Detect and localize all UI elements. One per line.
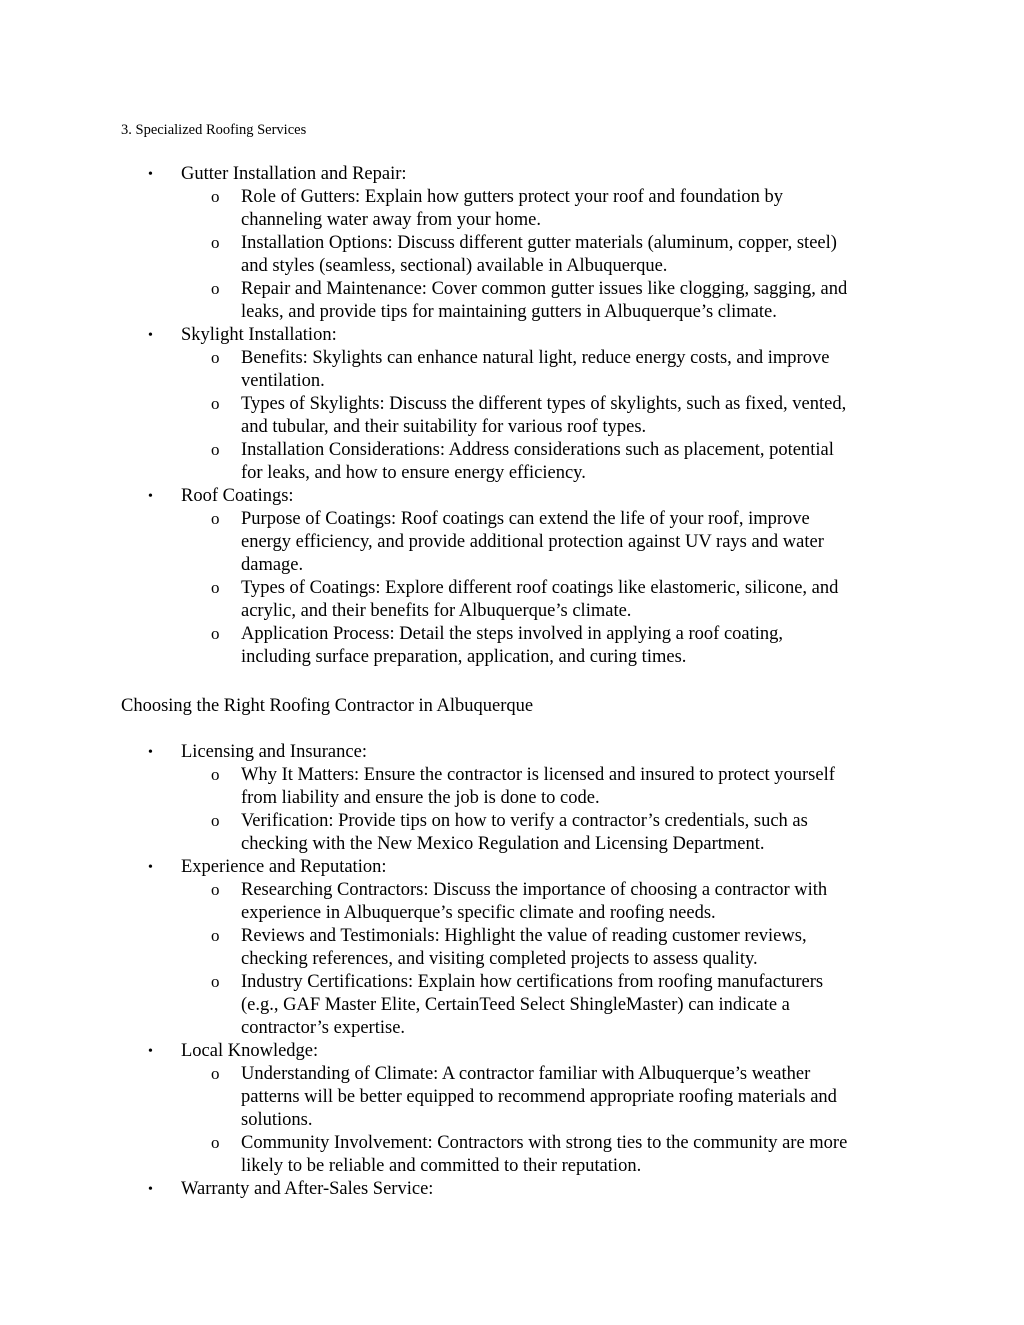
circle-bullet-icon: o bbox=[211, 394, 220, 413]
sub-list-item bbox=[0, 278, 909, 324]
sub-list-item-line: Industry Certifications: Explain how certifications from roofing manufacturers bbox=[241, 972, 824, 992]
sub-list-item-line: experience in Albuquerque’s specific climate and roofing needs. bbox=[241, 903, 716, 923]
list-item bbox=[0, 324, 1024, 485]
list-item-title-text: Gutter Installation and Repair: bbox=[181, 164, 407, 184]
sub-list-item bbox=[0, 925, 909, 971]
sub-list-item bbox=[0, 764, 909, 810]
list-item bbox=[0, 856, 1024, 1040]
section-title: 3. Specialized Roofing Services bbox=[121, 122, 307, 138]
sub-list-item bbox=[0, 232, 909, 278]
sub-list-item-line: ventilation. bbox=[241, 371, 325, 391]
sub-list-item bbox=[0, 439, 909, 485]
sub-list-item-line: Repair and Maintenance: Cover common gutter issues like clogging, sagging, and bbox=[241, 279, 848, 299]
list-item-title bbox=[0, 856, 1024, 879]
list-item bbox=[0, 741, 1024, 856]
sub-list-item bbox=[0, 623, 909, 669]
sub-list-item-line: likely to be reliable and committed to their reputation. bbox=[241, 1156, 642, 1176]
sub-list-item-line: Types of Coatings: Explore different roof coatings like elastomeric, silicone, and bbox=[241, 578, 839, 598]
list-item-title bbox=[0, 163, 1024, 186]
bullet-icon: • bbox=[148, 860, 153, 875]
list-item bbox=[0, 1178, 1024, 1201]
bullet-icon: • bbox=[148, 1044, 153, 1059]
sub-list-item-line: Verification: Provide tips on how to verify a contractor’s credentials, such as bbox=[241, 811, 808, 831]
bullet-icon: • bbox=[148, 489, 153, 504]
list-item-title bbox=[0, 324, 1024, 347]
circle-bullet-icon: o bbox=[211, 765, 220, 784]
bullet-icon: • bbox=[148, 745, 153, 760]
sub-list-item bbox=[0, 186, 909, 232]
list-item bbox=[0, 163, 1024, 324]
sub-list-item-line: from liability and ensure the job is done to code. bbox=[241, 788, 600, 808]
sub-list-item-line: (e.g., GAF Master Elite, CertainTeed Select ShingleMaster) can indicate a bbox=[241, 995, 790, 1015]
sub-list-item-line: contractor’s expertise. bbox=[241, 1018, 406, 1038]
sub-list-item-line: including surface preparation, application, and curing times. bbox=[241, 647, 687, 667]
sub-list-item-line: patterns will be better equipped to recommend appropriate roofing materials and bbox=[241, 1087, 837, 1107]
sub-list-item-line: for leaks, and how to ensure energy efficiency. bbox=[241, 463, 586, 483]
circle-bullet-icon: o bbox=[211, 624, 220, 643]
sub-list-item-line: checking references, and visiting completed projects to assess quality. bbox=[241, 949, 758, 969]
sub-list-item-line: Understanding of Climate: A contractor familiar with Albuquerque’s weather bbox=[241, 1064, 811, 1084]
sub-list-item-line: Why It Matters: Ensure the contractor is licensed and insured to protect yourself bbox=[241, 765, 835, 785]
sub-list-item-line: Application Process: Detail the steps involved in applying a roof coating, bbox=[241, 624, 784, 644]
circle-bullet-icon: o bbox=[211, 811, 220, 830]
sub-list-item-line: leaks, and provide tips for maintaining gutters in Albuquerque’s climate. bbox=[241, 302, 777, 322]
sub-list-item bbox=[0, 1063, 909, 1132]
sub-list-item-line: solutions. bbox=[241, 1110, 313, 1130]
sub-list-item bbox=[0, 810, 909, 856]
list-item-title-text: Roof Coatings: bbox=[181, 486, 294, 506]
bullet-list-choosing-contractor bbox=[0, 741, 1024, 1201]
sub-list-item-line: energy efficiency, and provide additional protection against UV rays and water bbox=[241, 532, 824, 552]
circle-bullet-icon: o bbox=[211, 1133, 220, 1152]
sub-list-item bbox=[0, 577, 909, 623]
sub-list-item-line: Community Involvement: Contractors with strong ties to the community are more bbox=[241, 1133, 848, 1153]
list-item bbox=[0, 1040, 1024, 1178]
list-item-title-text: Local Knowledge: bbox=[181, 1041, 319, 1061]
circle-bullet-icon: o bbox=[211, 187, 220, 206]
list-item-title-text: Experience and Reputation: bbox=[181, 857, 387, 877]
sub-list-item-line: Role of Gutters: Explain how gutters protect your roof and foundation by bbox=[241, 187, 784, 207]
list-item-title-text: Warranty and After-Sales Service: bbox=[181, 1179, 434, 1199]
circle-bullet-icon: o bbox=[211, 348, 220, 367]
circle-bullet-icon: o bbox=[211, 440, 220, 459]
section-heading: Choosing the Right Roofing Contractor in Albuquerque bbox=[121, 696, 534, 716]
sub-list-item-line: damage. bbox=[241, 555, 304, 575]
list-item-title bbox=[0, 1178, 1024, 1201]
sub-list-item-line: Installation Considerations: Address considerations such as placement, potential bbox=[241, 440, 834, 460]
sub-list-item-line: Purpose of Coatings: Roof coatings can extend the life of your roof, improve bbox=[241, 509, 810, 529]
sub-list-item-line: acrylic, and their benefits for Albuquerque’s climate. bbox=[241, 601, 632, 621]
sub-list-item-line: and tubular, and their suitability for various roof types. bbox=[241, 417, 647, 437]
circle-bullet-icon: o bbox=[211, 279, 220, 298]
bullet-icon: • bbox=[148, 167, 153, 182]
sub-list-item-line: Reviews and Testimonials: Highlight the value of reading customer reviews, bbox=[241, 926, 807, 946]
bullet-icon: • bbox=[148, 1182, 153, 1197]
sub-list-item bbox=[0, 393, 909, 439]
list-item-title bbox=[0, 1040, 1024, 1063]
circle-bullet-icon: o bbox=[211, 972, 220, 991]
circle-bullet-icon: o bbox=[211, 233, 220, 252]
circle-bullet-icon: o bbox=[211, 509, 220, 528]
sub-list-item-line: channeling water away from your home. bbox=[241, 210, 542, 230]
sub-list-item bbox=[0, 971, 909, 1040]
circle-bullet-icon: o bbox=[211, 578, 220, 597]
sub-list-item bbox=[0, 879, 909, 925]
sub-list-item-line: and styles (seamless, sectional) available in Albuquerque. bbox=[241, 256, 668, 276]
sub-list-item-line: Installation Options: Discuss different gutter materials (aluminum, copper, steel) bbox=[241, 233, 837, 253]
circle-bullet-icon: o bbox=[211, 1064, 220, 1083]
circle-bullet-icon: o bbox=[211, 926, 220, 945]
list-item-title-text: Skylight Installation: bbox=[181, 325, 337, 345]
bullet-list-specialized-services bbox=[0, 163, 1024, 669]
list-item-title bbox=[0, 485, 1024, 508]
sub-list-item-line: checking with the New Mexico Regulation and Licensing Department. bbox=[241, 834, 765, 854]
sub-list-item-line: Types of Skylights: Discuss the different types of skylights, such as fixed, vented, bbox=[241, 394, 847, 414]
sub-list-item-line: Researching Contractors: Discuss the importance of choosing a contractor with bbox=[241, 880, 828, 900]
circle-bullet-icon: o bbox=[211, 880, 220, 899]
sub-list-item bbox=[0, 508, 909, 577]
list-item-title-text: Licensing and Insurance: bbox=[181, 742, 367, 762]
bullet-icon: • bbox=[148, 328, 153, 343]
sub-list-item-line: Benefits: Skylights can enhance natural light, reduce energy costs, and improve bbox=[241, 348, 830, 368]
list-item bbox=[0, 485, 1024, 669]
sub-list-item bbox=[0, 1132, 909, 1178]
list-item-title bbox=[0, 741, 1024, 764]
sub-list-item bbox=[0, 347, 909, 393]
